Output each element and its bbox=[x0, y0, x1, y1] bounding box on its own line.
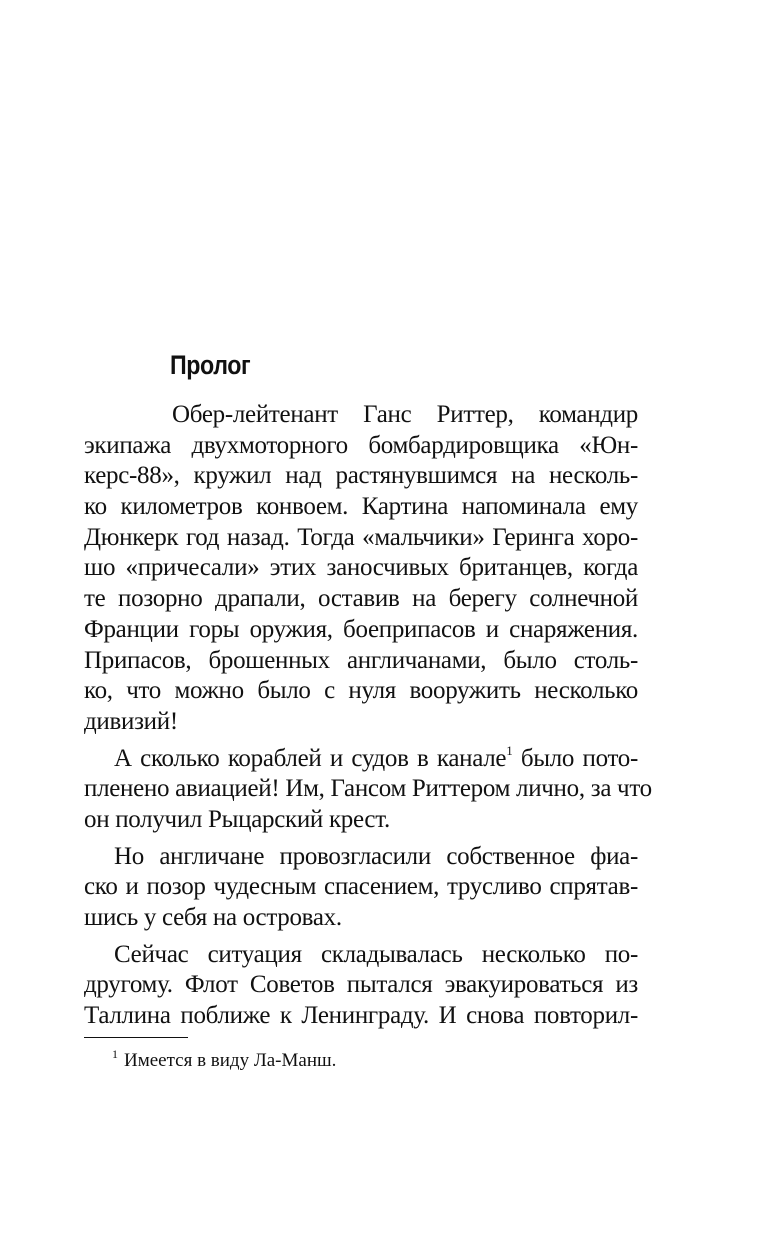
text-line: ско и позор чудесным спасением, трусливо спрятав- bbox=[84, 873, 638, 901]
chapter-heading: Пролог bbox=[170, 350, 251, 380]
text-line: ко километров конвоем. Картина напоминала ему bbox=[84, 493, 638, 521]
text-line: Сейчас ситуация складывалась несколько по- bbox=[114, 940, 638, 968]
text-line: шись у себя на островах. bbox=[84, 904, 342, 931]
footnote bbox=[112, 1047, 337, 1072]
text-line: Таллина поближе к Ленинграду. И снова повторил- bbox=[84, 1002, 638, 1030]
text-line: Обер-лейтенант Ганс Риттер, командир bbox=[172, 401, 638, 428]
footnote-divider bbox=[84, 1037, 188, 1038]
text-fragment: А сколько кораблей и судов в канале bbox=[114, 744, 507, 772]
footnote-text: Имеется в виду Ла-Манш. bbox=[124, 1050, 337, 1071]
footnote-reference: 1 bbox=[506, 742, 513, 758]
text-line: Франции горы оружия, боеприпасов и снаряжения. bbox=[84, 615, 638, 643]
text-line bbox=[84, 744, 638, 775]
text-line: экипажа двухмоторного бомбардировщика «Юн- bbox=[84, 431, 638, 459]
text-line: он получил Рыцарский крест. bbox=[84, 805, 390, 833]
text-line: шо «причесали» этих заносчивых британцев, когда bbox=[84, 554, 638, 582]
footnote-number: 1 bbox=[112, 1047, 118, 1061]
text-line: Припасов, брошенных англичанами, было столь- bbox=[84, 646, 638, 674]
text-line: Дюнкерк год назад. Тогда «мальчики» Геринга хоро- bbox=[84, 523, 638, 551]
text-line: другому. Флот Советов пытался эвакуироваться из bbox=[84, 971, 638, 999]
text-fragment: было пото- bbox=[512, 744, 638, 772]
text-line: керс-88», кружил над растянувшимся на несколь- bbox=[84, 462, 638, 490]
text-line: дивизий! bbox=[84, 707, 178, 735]
text-line: Но англичане провозгласили собственное фиа- bbox=[114, 842, 638, 870]
text-line: пленено авиацией! Им, Гансом Риттером лично, за что bbox=[84, 775, 652, 803]
text-line: те позорно драпали, оставив на берегу солнечной bbox=[84, 585, 638, 613]
body-text bbox=[84, 400, 652, 1032]
text-line: ко, что можно было с нуля вооружить несколько bbox=[84, 677, 638, 705]
